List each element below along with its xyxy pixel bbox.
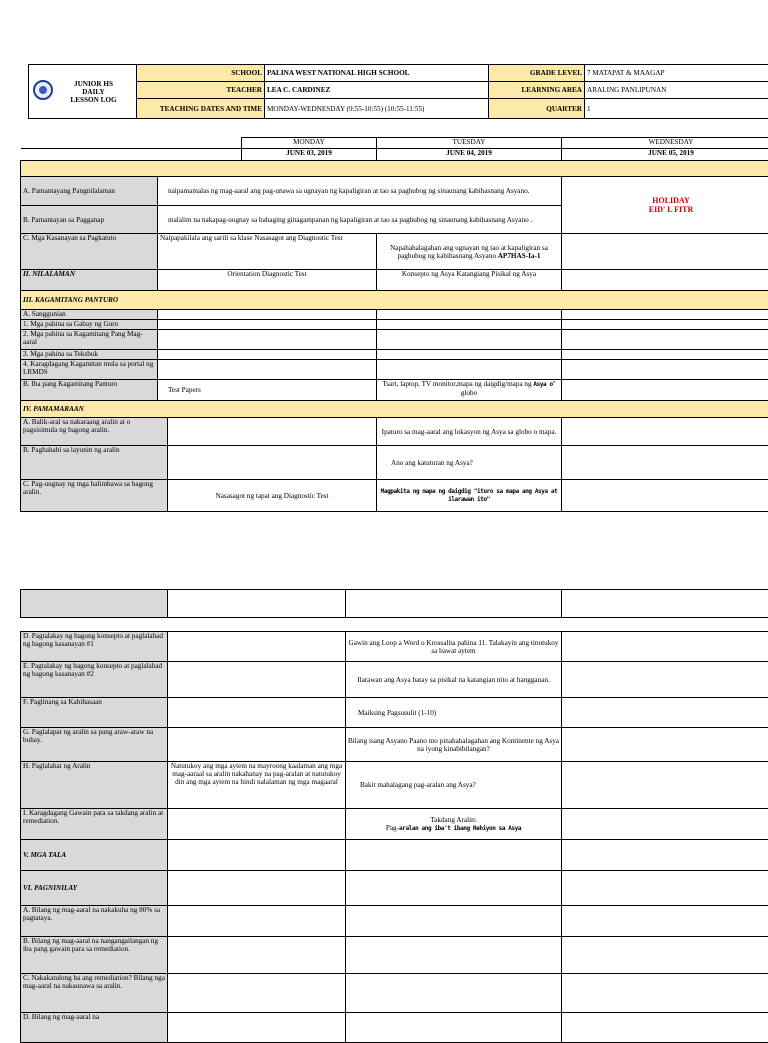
teksbuk-label: 3. Mga pahina sa Teksbuk	[21, 350, 158, 360]
kagamitang-pang-label: 2. Mga pahina sa Kagamitang Pang Mag-aaral	[21, 330, 158, 350]
date-monday: JUNE 03, 2019	[242, 149, 377, 161]
doc-title-line1: JUNIOR HS	[31, 80, 134, 88]
balik-aral-label: A. Balik-aral sa nakaraang aralin at o pagsisimula ng bagong aralin.	[21, 418, 168, 446]
row-c-tue	[377, 234, 562, 270]
day-tuesday: TUESDAY	[377, 138, 562, 149]
holiday-title: HOLIDAY	[564, 196, 768, 205]
area-value: ARALING PANLIPUNAN	[585, 82, 768, 99]
row-i-tue-hand: aralan ang iba't ibang Rehiyon sa Asya	[399, 825, 521, 832]
row-h-tue: Bakit mahalagang pag-aralan ang Asya?	[346, 762, 562, 809]
continuation-row	[20, 589, 768, 618]
row-e-label: E. Pagtalakay ng bagong konsepto at paglalahad ng bagong kasanayan #2	[21, 662, 168, 698]
day-wednesday: WEDNESDAY	[562, 138, 768, 149]
nilalaman-tue: Konsepto ng Asya Katangiang Pisikal ng Asya	[377, 270, 562, 291]
school-label: SCHOOL	[137, 65, 265, 82]
day-monday: MONDAY	[242, 138, 377, 149]
lrmds-label: 4. Karagdagang Kagamitan mula sa portal ng LRMDS	[21, 360, 158, 380]
pagninilay-label: VI. PAGNINILAY	[21, 871, 168, 906]
iba-pang-mon: Test Papers	[158, 380, 377, 401]
doc-title-cell	[29, 65, 137, 119]
grade-label: GRADE LEVEL	[489, 65, 585, 82]
iba-pang-tue-post: " globo	[461, 380, 556, 397]
holiday-name: EID' L FITR	[564, 205, 768, 214]
row-b-text: malalim na nakapag-uugnay sa bahaging ginagampanan ng kapaligiran at tao sa paghubog ng sinaunang kabihasnang Asyano .	[158, 206, 562, 234]
row-f-tue: Maiksing Pagsusulit (1-10)	[346, 698, 562, 728]
school-value: PALINA WEST NATIONAL HIGH SCHOOL	[265, 65, 489, 82]
row-c-tue-text: Napahahalagahan ang ugnayan ng tao at kapaligiran sa paghubog ng kabihasnang Asyano	[390, 244, 548, 260]
row-e-tue: Ilarawan ang Asya batay sa pisikal na katangian nito at hangganan.	[346, 662, 562, 698]
row-a-label: A. Pamantayang Pangnilalaman	[21, 177, 158, 206]
row-d-tue: Gawin ang Loop a Word o Krossalita pahina 11. Talakayin ang tinutukoy sa bawat aytem	[346, 632, 562, 662]
row-g-label: G. Paglalapat ng aralin sa pang araw-araw na buhay.	[21, 728, 168, 762]
pagninilay-b-label: B. Bilang ng mag-aaral na nangangailangan ng iba pang gawain para sa remediation.	[21, 937, 168, 974]
area-label: LEARNING AREA	[489, 82, 585, 99]
nilalaman-mon: Orientation Diagnostic Test	[158, 270, 377, 291]
iba-pang-tue-text: Tsart, laptop, TV monitor,mapa ng daigdig/mapa ng	[382, 380, 531, 388]
iba-pang-tue-hand: Asya o	[533, 381, 552, 388]
header-table	[28, 64, 768, 119]
row-a-text: naipamamalas ng mag-aaral ang pag-unawa sa ugnayan ng kapaligiran at tao sa paghubog ng sinaunang kabihasnang Asyano.	[158, 177, 562, 206]
pag-uugnay-tue: Magpakita ng mapa ng daigdig "ituro sa mapa ang Asya at ilarawan ito"	[377, 480, 562, 512]
date-tuesday: JUNE 04, 2019	[377, 149, 562, 161]
holiday-cell	[562, 177, 768, 234]
doc-title-line3: LESSON LOG	[31, 96, 134, 104]
objectives-band	[21, 161, 768, 177]
grade-value: 7 MATAPAT & MAAGAP	[585, 65, 768, 82]
lesson-table-page1	[20, 137, 768, 512]
row-c-mon: Naipapakilala ang sarili sa klase Nasasagot ang Diagnostic Test	[158, 234, 377, 270]
doc-title-line2: DAILY	[31, 88, 134, 96]
dates-value: MONDAY-WEDNESDAY (9:55-10:55) (10:55-11:55)	[265, 99, 489, 119]
row-b-label: B. Pamantayan sa Pagganap	[21, 206, 158, 234]
paghahabi-tue: Ano ang katuturan ng Asya?	[377, 446, 562, 480]
deped-seal-icon	[33, 80, 53, 100]
kagamitan-label: III. KAGAMITANG PANTURO	[21, 291, 768, 310]
row-i-tue-title: Takdang Aralin:	[348, 816, 559, 824]
row-c-label: C. Mga Kasanayan sa Pagkatuto	[21, 234, 158, 270]
dates-label: TEACHING DATES AND TIME	[137, 99, 265, 119]
sanggunian-label: A. Sanggunian	[21, 310, 158, 320]
mga-tala-label: V. MGA TALA	[21, 840, 168, 871]
row-d-label: D. Pagtalakay ng bagong konsepto at paglalahad ng bagong kasanayan #1	[21, 632, 168, 662]
row-f-label: F. Paglinang sa Kabihasaan	[21, 698, 168, 728]
teacher-label: TEACHER	[137, 82, 265, 99]
gabay-label: 1. Mga pahina sa Gabay ng Guro	[21, 320, 158, 330]
date-wednesday: JUNE 05, 2019	[562, 149, 768, 161]
row-h-mon: Natutukoy ang mga aytem na mayroong kaalaman ang mga mag-aaraal sa aralin nakahanay na pag-aralan at natutukoy din ang mga aytem na hindi nalalaman ng mga magaaral	[168, 762, 346, 809]
row-h-label: H. Paglalahat ng Aralin	[21, 762, 168, 809]
pagninilay-d-label: D. Bilang ng mag-aaral na	[21, 1013, 168, 1043]
quarter-value: 1	[585, 99, 768, 119]
row-i-label: I. Karagdagang Gawain para sa takdang aralin at remediation.	[21, 809, 168, 840]
paghahabi-label: B. Paghahabi sa layunin ng aralin	[21, 446, 168, 480]
lesson-table-page2	[20, 631, 768, 1043]
nilalaman-label: II. NILALAMAN	[21, 270, 158, 291]
iba-pang-label: B. Iba pang Kagamitang Panturo	[21, 380, 158, 401]
iba-pang-tue	[377, 380, 562, 401]
pamamaraan-label: IV. PAMAMARAAN	[21, 401, 768, 418]
row-i-tue-prefix: Pag-	[386, 824, 399, 832]
row-i-tue	[346, 809, 562, 840]
pagninilay-a-label: A. Bilang ng mag-aaral na nakakuha ng 80% sa pagtataya.	[21, 906, 168, 937]
row-g-tue: Bilang isang Asyano Paano mo pinahahalagahan ang Kontinente ng Asya na iyong kinabibilangan?	[346, 728, 562, 762]
pagninilay-c-label: C. Nakakatulong ba ang remediation? Bilang nga mag-aaral na nakaunawa sa aralin.	[21, 974, 168, 1013]
pag-uugnay-mon: Nasasagot ng tapat ang Diagnostic Test	[168, 480, 377, 512]
pag-uugnay-label: C. Pag-uugnay ng mga halimbawa sa bagong aralin.	[21, 480, 168, 512]
balik-aral-tue: Ipaturo sa mag-aaral ang lokasyon ng Asya sa globo o mapa.	[377, 418, 562, 446]
quarter-label: QUARTER	[489, 99, 585, 119]
teacher-value: LEA C. CARDINEZ	[265, 82, 489, 99]
row-c-code: AP7HAS-Ia-1	[498, 252, 541, 260]
